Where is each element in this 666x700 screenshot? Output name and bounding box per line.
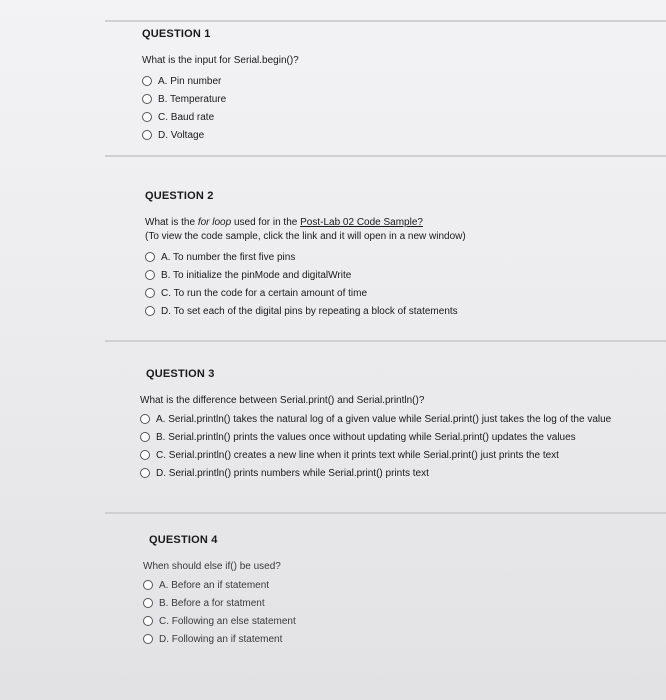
option-a[interactable] [142, 72, 299, 90]
question-1 [142, 28, 299, 144]
option-b[interactable] [140, 428, 660, 446]
option-label: A. Serial.println() takes the natural log of a given value while Serial.print() just takes the log of the value [156, 413, 612, 425]
radio-icon[interactable] [142, 130, 152, 140]
radio-icon[interactable] [140, 468, 150, 478]
option-c[interactable] [145, 284, 466, 302]
prompt-text: What is the [145, 217, 198, 228]
option-c[interactable] [143, 612, 296, 630]
option-label: A. Pin number [158, 75, 222, 87]
prompt-text: used for in the [231, 217, 301, 228]
radio-icon[interactable] [142, 112, 152, 122]
option-a[interactable] [145, 248, 466, 266]
divider [105, 155, 666, 157]
radio-icon[interactable] [145, 252, 155, 262]
option-label: B. Serial.println() prints the values once without updating while Serial.print() updates the values [156, 431, 576, 443]
option-label: A. Before an if statement [159, 579, 270, 591]
radio-icon[interactable] [143, 598, 153, 608]
question-3 [140, 368, 660, 482]
option-b[interactable] [143, 594, 296, 612]
option-label: A. To number the first five pins [161, 251, 296, 263]
question-2 [145, 190, 466, 320]
radio-icon[interactable] [145, 306, 155, 316]
question-title: QUESTION 2 [145, 190, 214, 202]
option-label: B. Temperature [158, 93, 227, 105]
option-c[interactable] [140, 446, 660, 464]
question-title: QUESTION 3 [146, 368, 215, 380]
option-label: C. Baud rate [158, 111, 215, 123]
option-a[interactable] [143, 576, 296, 594]
radio-icon[interactable] [140, 450, 150, 460]
radio-icon[interactable] [143, 580, 153, 590]
radio-icon[interactable] [140, 414, 150, 424]
option-label: B. To initialize the pinMode and digitalWrite [161, 269, 352, 281]
option-label: C. Following an else statement [159, 615, 296, 627]
radio-icon[interactable] [145, 270, 155, 280]
question-4 [143, 534, 296, 648]
question-prompt [145, 216, 466, 230]
radio-icon[interactable] [145, 288, 155, 298]
question-title: QUESTION 1 [142, 28, 211, 40]
option-label: C. Serial.println() creates a new line when it prints text while Serial.print() just prints the text [156, 449, 559, 461]
divider [105, 512, 666, 514]
option-b[interactable] [142, 90, 299, 108]
option-c[interactable] [142, 108, 299, 126]
radio-icon[interactable] [143, 634, 153, 644]
question-prompt: What is the difference between Serial.print() and Serial.println()? [140, 395, 425, 406]
radio-icon[interactable] [142, 76, 152, 86]
divider [105, 20, 666, 22]
option-d[interactable] [140, 464, 660, 482]
radio-icon[interactable] [143, 616, 153, 626]
option-label: D. Voltage [158, 129, 205, 141]
option-label: B. Before a for statment [159, 597, 265, 609]
question-prompt: When should else if() be used? [143, 561, 281, 572]
option-label: C. To run the code for a certain amount of time [161, 287, 368, 299]
option-label: D. To set each of the digital pins by repeating a block of statements [161, 305, 458, 317]
option-label: D. Following an if statement [159, 633, 283, 645]
radio-icon[interactable] [140, 432, 150, 442]
question-prompt: What is the input for Serial.begin()? [142, 55, 299, 66]
option-a[interactable] [140, 410, 660, 428]
radio-icon[interactable] [142, 94, 152, 104]
code-sample-link[interactable]: Post-Lab 02 Code Sample? [300, 217, 423, 228]
prompt-italic: for loop [197, 217, 232, 228]
question-note: (To view the code sample, click the link and it will open in a new window) [145, 231, 466, 242]
option-label: D. Serial.println() prints numbers while Serial.print() prints text [156, 467, 429, 479]
divider [105, 340, 666, 342]
question-title: QUESTION 4 [149, 534, 218, 546]
option-d[interactable] [142, 126, 299, 144]
option-d[interactable] [145, 302, 466, 320]
option-d[interactable] [143, 630, 296, 648]
option-b[interactable] [145, 266, 466, 284]
